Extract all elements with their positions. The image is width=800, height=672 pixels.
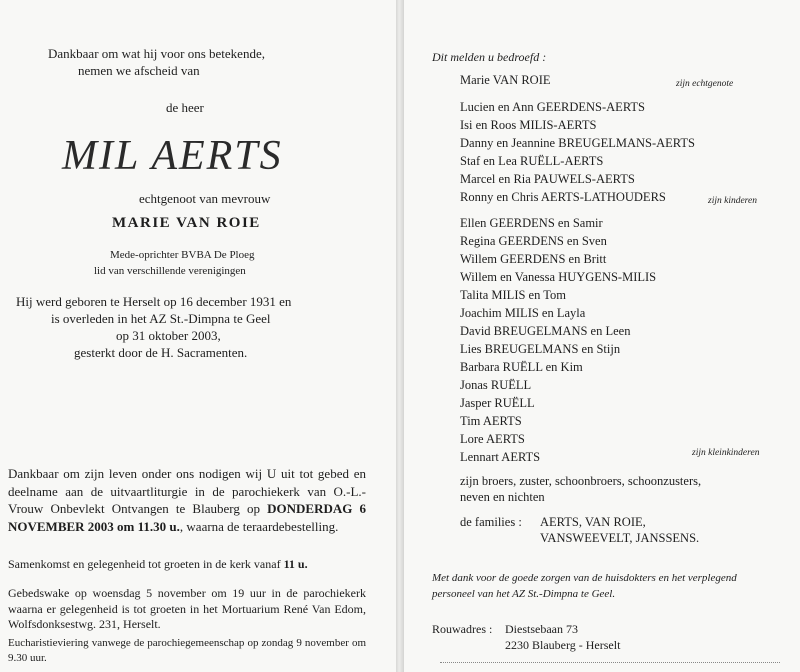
children-role: zijn kinderen	[708, 196, 757, 206]
grandchild-entry: Ellen GEERDENS en Samir	[460, 216, 603, 230]
spouse-name: MARIE VAN ROIE	[112, 215, 261, 231]
child-entry: Staf en Lea RUËLL-AERTS	[460, 154, 604, 168]
grandchild-entry: Willem GEERDENS en Britt	[460, 252, 607, 266]
grandchild-entry: Lore AERTS	[460, 432, 525, 446]
deceased-name: MIL AERTS	[62, 133, 283, 179]
intro-line-1: Dankbaar om wat hij voor ons betekende,	[48, 46, 265, 61]
child-entry: Lucien en Ann GEERDENS-AERTS	[460, 100, 645, 114]
thanks-line-2: personeel van het AZ St.-Dimpna te Geel.	[432, 588, 616, 600]
families-label: de families :	[460, 515, 522, 529]
gathering-time: 11 u.	[283, 557, 308, 571]
spouse-intro: echtgenoot van mevrouw	[139, 191, 271, 206]
card-fold	[396, 0, 404, 672]
grandchild-entry: Joachim MILIS en Layla	[460, 306, 586, 320]
grandchild-entry: Talita MILIS en Tom	[460, 288, 566, 302]
address-label: Rouwadres :	[432, 622, 493, 636]
funeral-date-time: DONDERDAG 6 NOVEMBER 2003 om 11.30 u.	[8, 501, 366, 534]
grandchild-entry: Jasper RUËLL	[460, 396, 535, 410]
bio-line-1: Hij werd geboren te Herselt op 16 december 1931 en	[16, 294, 292, 309]
grandchild-entry: David BREUGELMANS en Leen	[460, 324, 631, 338]
spouse-role: zijn echtgenote	[676, 79, 734, 89]
address-line-1: Diestsebaan 73	[505, 622, 578, 636]
funeral-paragraph	[8, 465, 366, 535]
bio-line-3: op 31 oktober 2003,	[116, 328, 221, 343]
title-prefix: de heer	[166, 100, 204, 115]
thanks-line-1: Met dank voor de goede zorgen van de huisdokters en het verplegend	[432, 572, 737, 584]
address-line-2: 2230 Blauberg - Herselt	[505, 638, 621, 652]
grandchild-entry: Barbara RUËLL en Kim	[460, 360, 583, 374]
bio-line-4: gesterkt door de H. Sacramenten.	[74, 345, 248, 360]
grandchild-entry: Lies BREUGELMANS en Stijn	[460, 342, 621, 356]
grandchild-entry: Jonas RUËLL	[460, 378, 532, 392]
grandchild-entry: Tim AERTS	[460, 414, 522, 428]
wake-paragraph: Gebedswake op woensdag 5 november om 19 uur in de parochiekerk waarna er gelegenheid is tot groeten in het Mortuarium René Van Edom, Wolfsdonksestwg. 231, Herselt.	[8, 586, 366, 631]
child-entry: Ronny en Chris AERTS-LATHOUDERS	[460, 190, 666, 204]
child-entry: Marcel en Ria PAUWELS-AERTS	[460, 172, 635, 186]
bio-line-2: is overleden in het AZ St.-Dimpna te Geel	[51, 311, 271, 326]
grandchild-entry: Regina GEERDENS en Sven	[460, 234, 607, 248]
eucharist-paragraph: Eucharistieviering vanwege de parochiegemeenschap op zondag 9 november om 9.30 uur.	[8, 637, 366, 664]
grandchild-entry: Lennart AERTS	[460, 450, 541, 464]
child-entry: Danny en Jeannine BREUGELMANS-AERTS	[460, 136, 695, 150]
relatives-line-1: zijn broers, zuster, schoonbroers, schoonzusters,	[460, 474, 702, 488]
role-line-1: Mede-oprichter BVBA De Ploeg	[110, 249, 255, 261]
funeral-text-b: , waarna de teraardebestelling.	[179, 518, 339, 534]
gathering-text: Samenkomst en gelegenheid tot groeten in de kerk vanaf	[8, 557, 284, 571]
families-line-1: AERTS, VAN ROIE,	[540, 515, 646, 529]
intro-line-2: nemen we afscheid van	[78, 63, 200, 78]
bottom-rule	[440, 662, 780, 664]
families-line-2: VANSWEEVELT, JANSSENS.	[540, 531, 700, 545]
funeral-text-a: Dankbaar om zijn leven onder ons nodigen wij U uit tot gebed en deelname aan de uitvaartliturgie in de parochiekerk van O.-L.-Vrouw Onbevlekt Ontvangen te Blauberg op	[8, 466, 366, 516]
grandchild-entry: Willem en Vanessa HUYGENS-MILIS	[460, 270, 657, 284]
relatives-line-2: neven en nichten	[460, 490, 545, 504]
spouse-entry: Marie VAN ROIE	[460, 73, 551, 87]
announcement-header: Dit melden u bedroefd :	[432, 50, 547, 64]
role-line-2: lid van verschillende verenigingen	[94, 265, 246, 277]
grandchildren-role: zijn kleinkinderen	[692, 448, 760, 458]
gathering-paragraph	[8, 557, 308, 572]
child-entry: Isi en Roos MILIS-AERTS	[460, 118, 597, 132]
